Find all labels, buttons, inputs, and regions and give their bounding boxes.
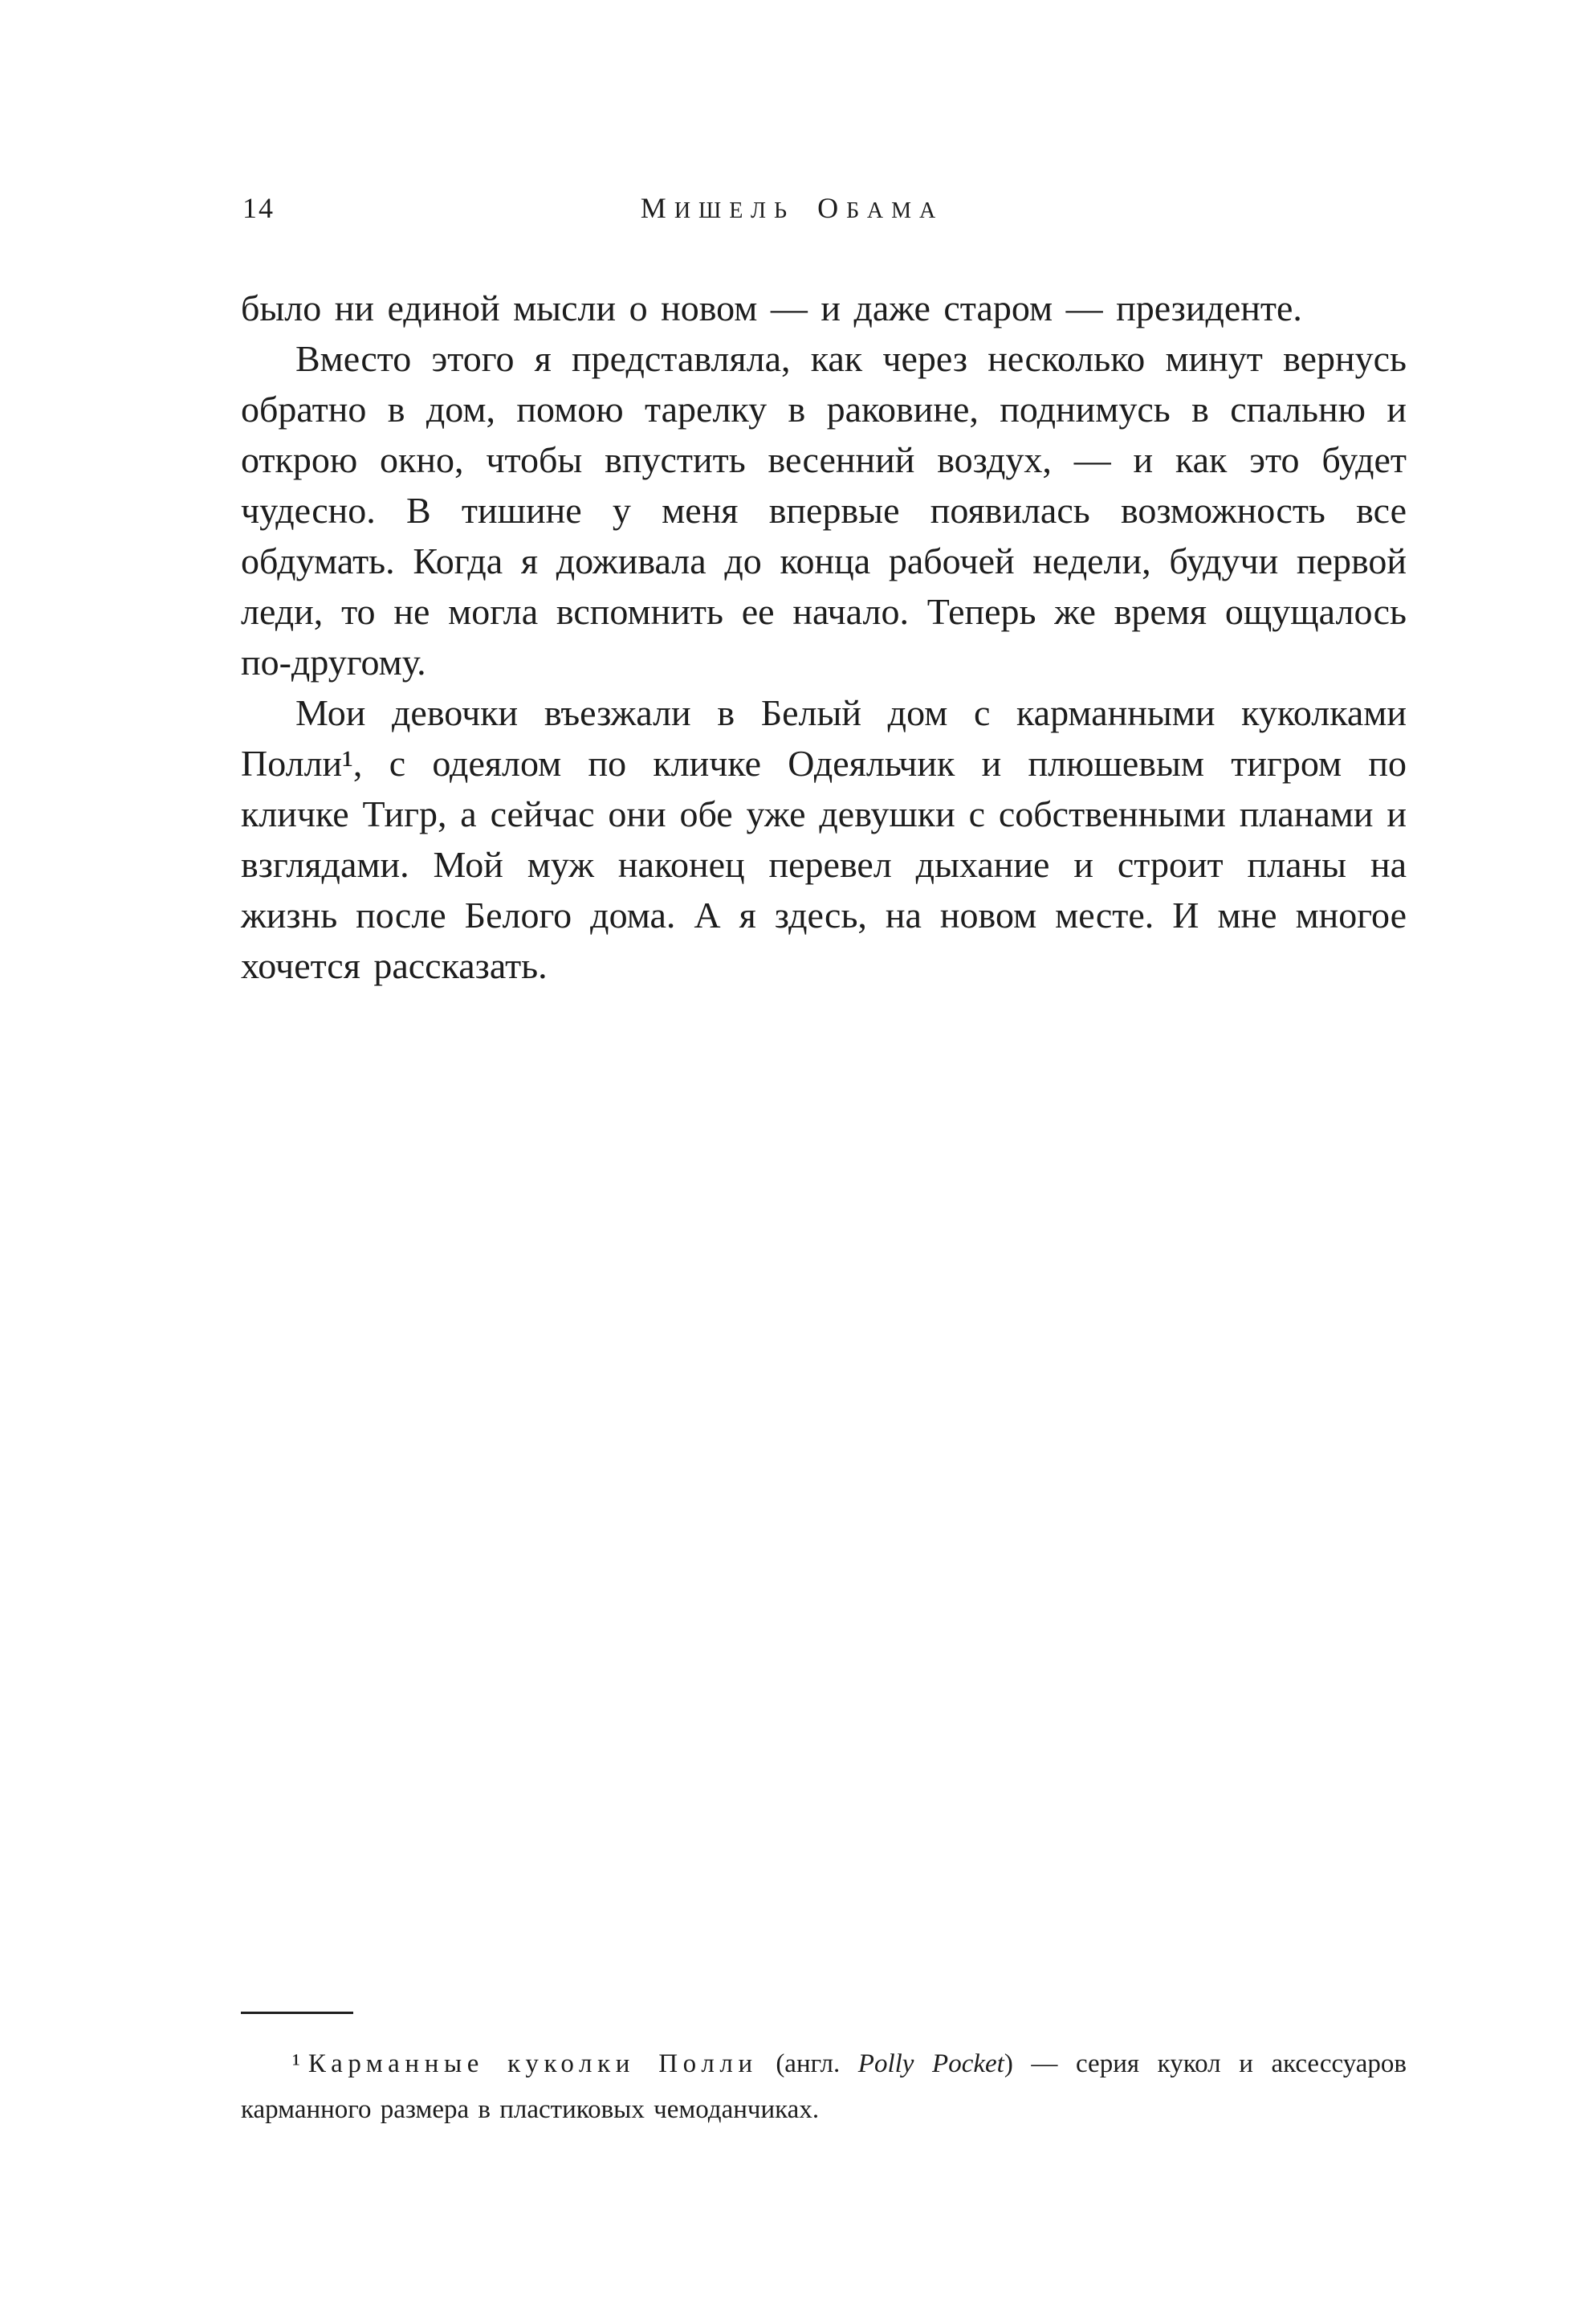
page-header: [0, 191, 1584, 239]
footnote-italic-term: Polly Pocket: [857, 2049, 1004, 2078]
body-text: [241, 283, 1407, 991]
footnote-divider: [241, 2012, 353, 2014]
paragraph: Вместо этого я представляла, как через несколько минут вернусь обратно в дом, помою тарелку в раковине, поднимусь в спальню и открою окно, чтобы впустить весенний воздух, — и как это будет чудесно. В тишине у меня впервые появилась возможность все обдумать. Когда я доживала до конца рабочей недели, будучи первой леди, то не могла вспомнить ее начало. Теперь же время ощущалось по-другому.: [241, 338, 1407, 683]
footnote-area: [241, 2012, 1407, 2133]
paragraph-continuation: было ни единой мысли о новом — и даже старом — президенте.: [241, 287, 1302, 328]
running-head: МИШЕЛЬ ОБАМА: [640, 192, 944, 224]
paragraph: Мои девочки въезжали в Белый дом с карманными куколками Полли¹, с одеялом по кличке Одеяльчик и плюшевым тигром по кличке Тигр, а сейчас они обе уже девушки с собственными планами и взглядами. Мой муж наконец перевел дыхание и строит планы на жизнь после Белого дома. А я здесь, на новом месте. И мне многое хочется рассказать.: [241, 692, 1407, 986]
page-number: 14: [242, 192, 275, 224]
footnote: [241, 2041, 1407, 2133]
footnote-text-pre: (англ.: [757, 2049, 858, 2078]
footnote-text-post: ) — серия кукол и аксессуаров карманного размера в пластиковых чемоданчиках.: [241, 2049, 1407, 2124]
footnote-term: Карманные куколки Полли: [307, 2049, 758, 2078]
footnote-marker: ¹: [292, 2049, 300, 2078]
